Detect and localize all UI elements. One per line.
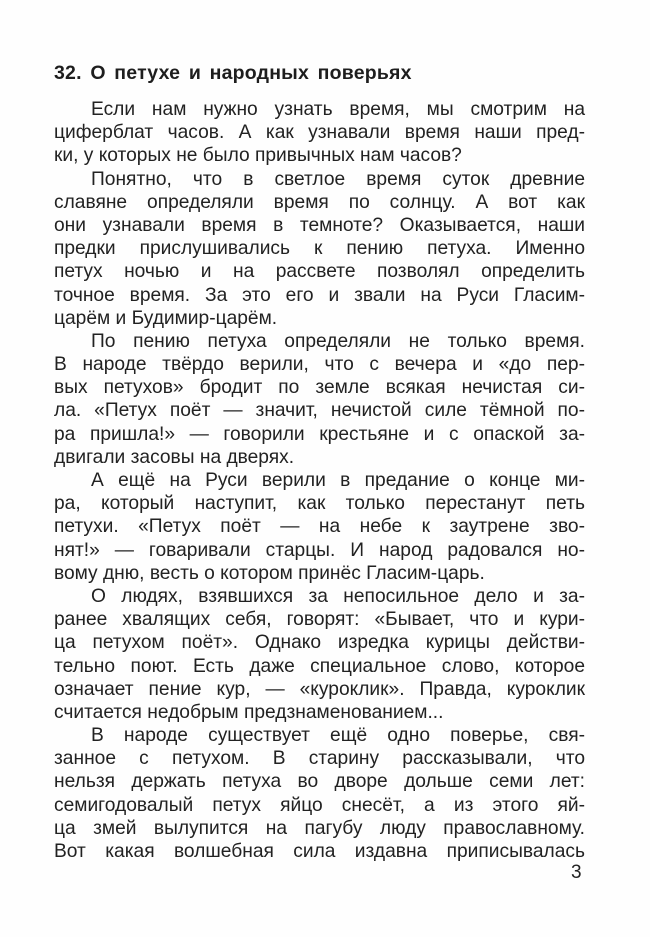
text-line: ра пришла!» — говорили крестьяне и с опаской за- bbox=[54, 423, 585, 445]
text-line: ранее хвалящих себя, говорят: «Бывает, что и кури- bbox=[54, 609, 585, 631]
text-line: вому дню, весть о котором принёс Гласим-царь. bbox=[54, 562, 485, 584]
paragraph bbox=[54, 98, 585, 168]
paragraph bbox=[54, 585, 585, 724]
paragraph bbox=[54, 724, 585, 863]
text-line: семигодовалый петух яйцо снесёт, а из этого яй- bbox=[54, 794, 585, 816]
text-line: В народе существует ещё одно поверье, свя- bbox=[91, 725, 585, 747]
text-line: Если нам нужно узнать время, мы смотрим на bbox=[91, 99, 585, 120]
text-line: циферблат часов. А как узнавали время наши пред- bbox=[54, 122, 585, 144]
text-line: ра, который наступит, как только перестанут петь bbox=[54, 493, 585, 515]
text-line: ки, у которых не было привычных нам часов? bbox=[54, 145, 462, 167]
paragraph bbox=[54, 469, 585, 585]
text-line: нельзя держать петуха во дворе дольше семи лет: bbox=[54, 771, 585, 793]
text-line: тельно поют. Есть даже специальное слово, которое bbox=[54, 655, 585, 677]
paragraph bbox=[54, 330, 585, 469]
text-line: означает пение кур, — «куроклик». Правда, куроклик bbox=[54, 678, 585, 700]
text-line: Понятно, что в светлое время суток древние bbox=[91, 168, 585, 190]
text-line: ла. «Петух поёт — значит, нечистой силе тёмной по- bbox=[54, 400, 585, 422]
text-line: ца петухом поёт». Однако изредка курицы действи- bbox=[54, 632, 585, 654]
text-line: петух ночью и на рассвете позволял определить bbox=[54, 261, 585, 283]
text-line: они узнавали время в темноте? Оказывается, наши bbox=[54, 214, 585, 236]
chapter-body bbox=[54, 98, 585, 863]
page-number: 3 bbox=[571, 862, 582, 883]
text-line: О людях, взявшихся за непосильное дело и за- bbox=[91, 585, 585, 607]
text-line: А ещё на Руси верили в предание о конце ми- bbox=[91, 470, 585, 491]
text-line: нят!» — говаривали старцы. И народ радовался но- bbox=[54, 539, 585, 561]
text-line: петухи. «Петух поёт — на небе к заутрене зво- bbox=[54, 516, 585, 538]
text-line: считается недобрым предзнаменованием... bbox=[54, 701, 444, 723]
text-line: предки прислушивались к пению петуха. Именно bbox=[54, 238, 585, 260]
text-line: точное время. За это его и звали на Руси Гласим- bbox=[54, 284, 585, 306]
text-line: В народе твёрдо верили, что с вечера и «до пер- bbox=[54, 354, 585, 376]
text-line: ца змей вылупится на пагубу люду православному. bbox=[54, 817, 585, 839]
chapter-heading: 32. О петухе и народных поверьях bbox=[54, 62, 412, 84]
text-line: славяне определяли время по солнцу. А вот как bbox=[54, 191, 585, 213]
text-line: Вот какая волшебная сила издавна приписывалась bbox=[54, 841, 585, 862]
paragraph bbox=[54, 168, 585, 330]
text-line: царём и Будимир-царём. bbox=[54, 307, 278, 329]
text-line: занное с петухом. В старину рассказывали, что bbox=[54, 748, 585, 770]
text-line: По пению петуха определяли не только время. bbox=[91, 330, 585, 352]
text-line: вых петухов» бродит по земле всякая нечистая си- bbox=[54, 377, 585, 399]
text-line: двигали засовы на дверях. bbox=[54, 446, 295, 468]
